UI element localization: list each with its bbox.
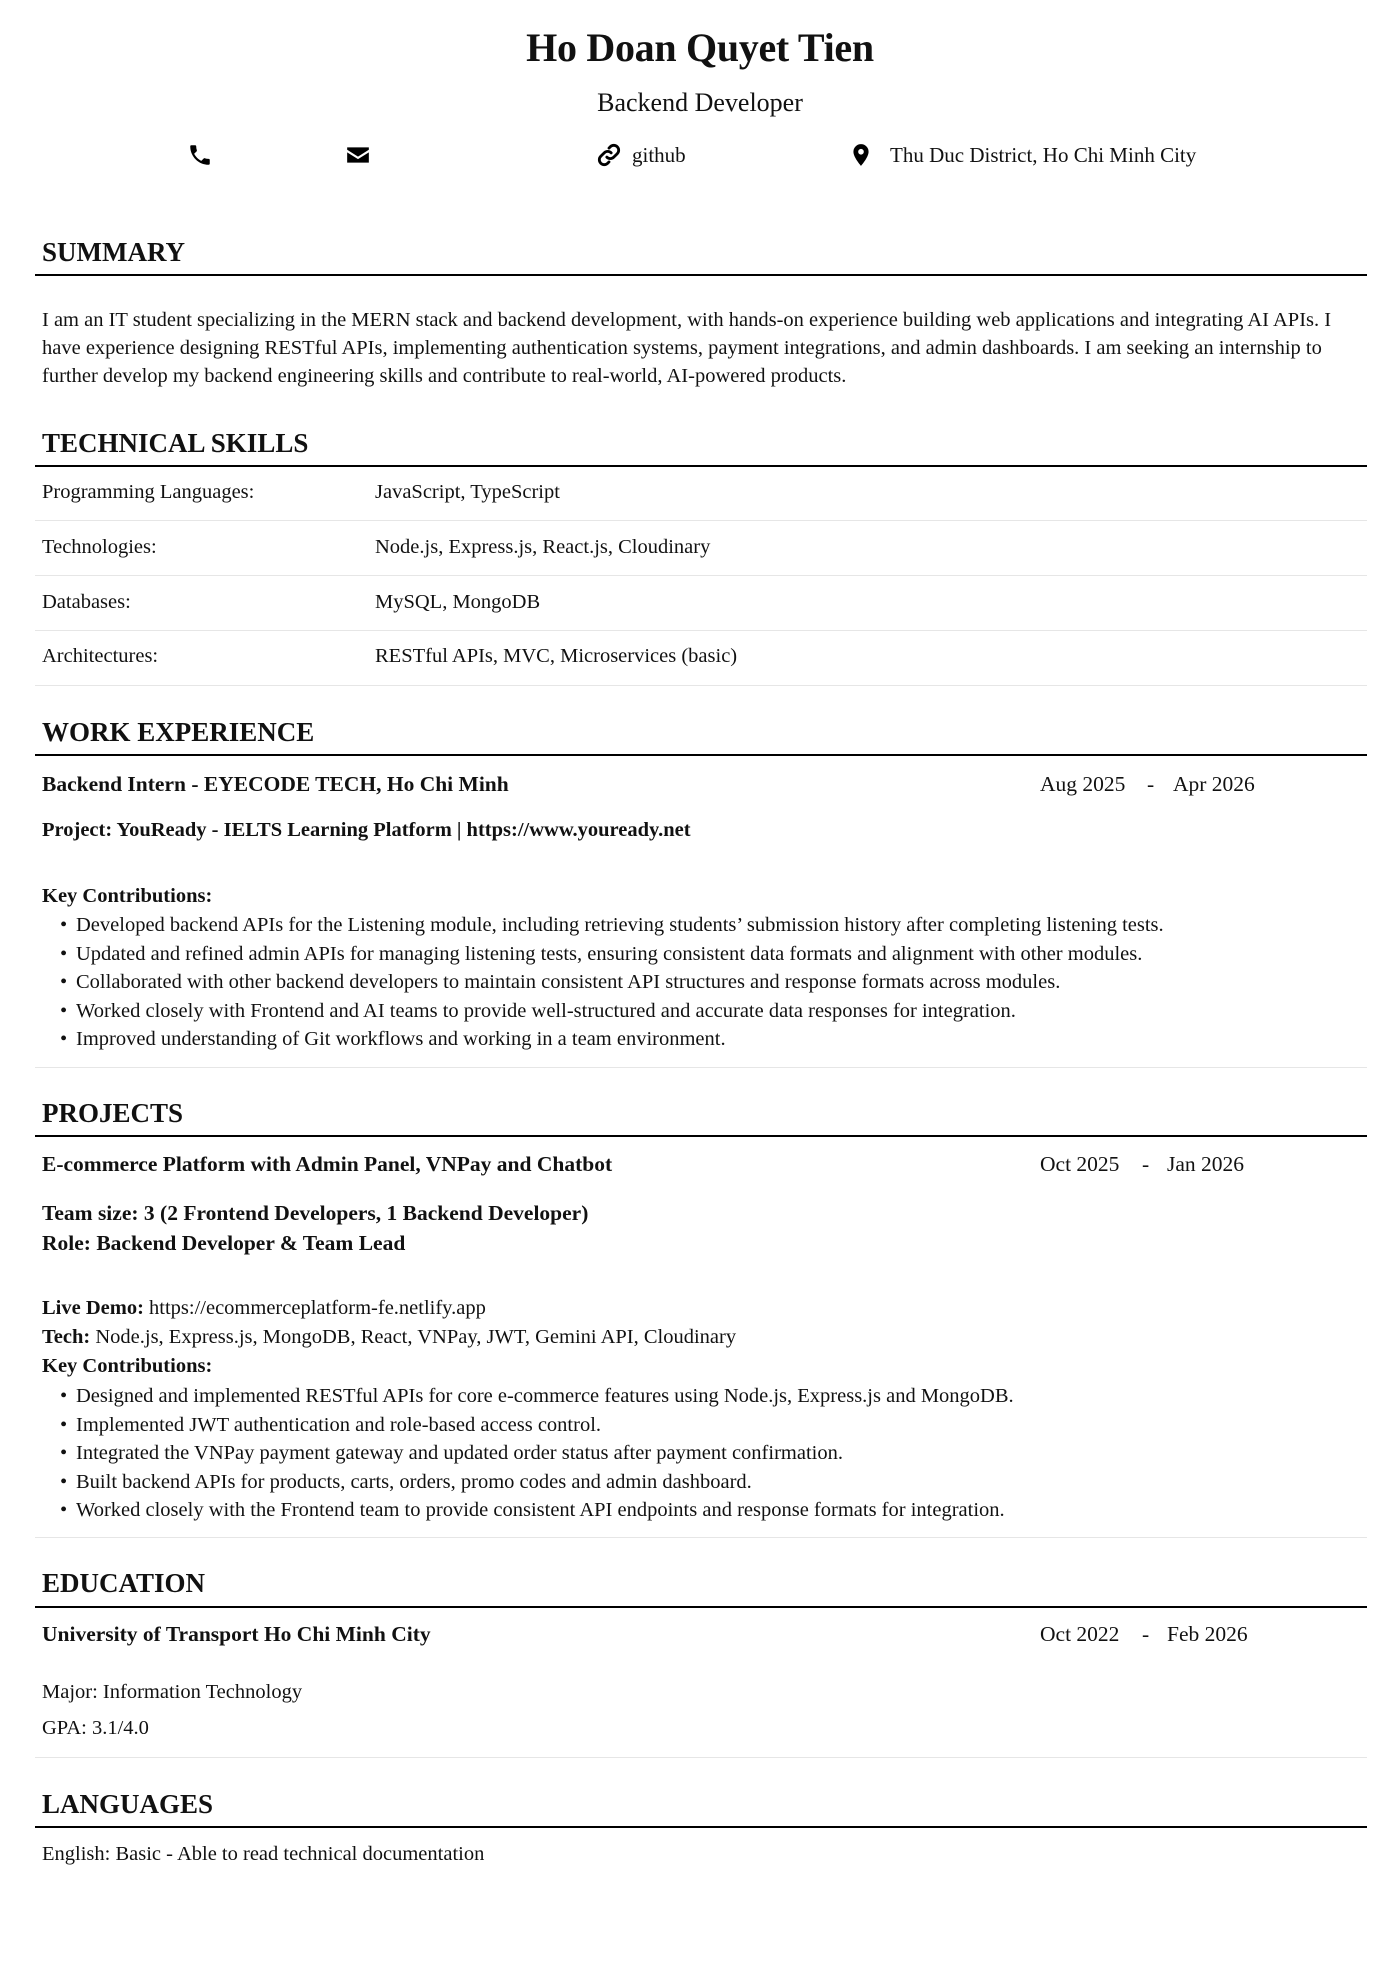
date-start: Aug 2025 bbox=[1040, 772, 1126, 796]
project-line: Project: YouReady - IELTS Learning Platform | https://www.youready.net bbox=[42, 819, 691, 841]
summary-text: I am an IT student specializing in the MERN stack and backend development, with hands-on experience building web applications and integrating AI APIs. I have experience designing RESTful APIs, implementing authentication systems, payment integrations, and admin dashboards. I am seeking an internship to further develop my backend engineering skills and contribute to real-world, AI-powered products. bbox=[42, 309, 1332, 387]
list-item: • Built backend APIs for products, carts, orders, promo codes and admin dashboard. bbox=[60, 1468, 1360, 1497]
envelope-icon bbox=[345, 142, 371, 168]
list-item: • Worked closely with the Frontend team to provide consistent API endpoints and response formats for integration. bbox=[60, 1496, 1360, 1525]
skill-label: Programming Languages: bbox=[42, 481, 255, 503]
list-item: • Improved understanding of Git workflows and working in a team environment. bbox=[60, 1025, 1360, 1054]
phone-icon bbox=[187, 142, 213, 168]
section-title-experience: WORK EXPERIENCE bbox=[42, 717, 315, 747]
row-divider bbox=[35, 1757, 1367, 1758]
section-title-summary: SUMMARY bbox=[42, 237, 186, 267]
date-end: Jan 2026 bbox=[1167, 1152, 1245, 1176]
gpa: GPA: 3.1/4.0 bbox=[42, 1717, 149, 1739]
date-separator: - bbox=[1147, 772, 1155, 796]
section-title-skills: TECHNICAL SKILLS bbox=[42, 428, 309, 458]
section-divider bbox=[35, 754, 1367, 756]
candidate-name: Ho Doan Quyet Tien bbox=[526, 25, 874, 70]
skill-label: Architectures: bbox=[42, 645, 159, 667]
skill-value: JavaScript, TypeScript bbox=[375, 481, 560, 503]
date-start: Oct 2025 bbox=[1040, 1152, 1120, 1176]
job-title: Backend Intern - EYECODE TECH, Ho Chi Minh bbox=[42, 772, 509, 796]
contributions-label: Key Contributions: bbox=[42, 885, 213, 907]
list-item: • Implemented JWT authentication and role-based access control. bbox=[60, 1411, 1360, 1440]
list-item: • Integrated the VNPay payment gateway and updated order status after payment confirmation. bbox=[60, 1439, 1360, 1468]
row-divider bbox=[35, 685, 1367, 686]
section-divider bbox=[35, 1135, 1367, 1137]
section-divider bbox=[35, 465, 1367, 467]
list-item: • Designed and implemented RESTful APIs for core e-commerce features using Node.js, Express.js and MongoDB. bbox=[60, 1382, 1360, 1411]
section-title-languages: LANGUAGES bbox=[42, 1789, 214, 1819]
row-divider bbox=[35, 1067, 1367, 1068]
skill-value: Node.js, Express.js, React.js, Cloudinary bbox=[375, 536, 711, 558]
section-title-projects: PROJECTS bbox=[42, 1098, 184, 1128]
row-divider bbox=[35, 630, 1367, 631]
skill-label: Databases: bbox=[42, 591, 131, 613]
skill-label: Technologies: bbox=[42, 536, 157, 558]
date-separator: - bbox=[1142, 1622, 1150, 1646]
section-title-education: EDUCATION bbox=[42, 1568, 206, 1598]
tech-label: Tech: bbox=[42, 1326, 91, 1348]
contributions-label: Key Contributions: bbox=[42, 1355, 213, 1377]
project-role: Role: Backend Developer & Team Lead bbox=[42, 1231, 406, 1255]
list-item: • Updated and refined admin APIs for managing listening tests, ensuring consistent data formats and alignment with other modules. bbox=[60, 940, 1360, 969]
team-size: Team size: 3 (2 Frontend Developers, 1 Backend Developer) bbox=[42, 1201, 589, 1225]
map-pin-icon bbox=[848, 142, 874, 168]
row-divider bbox=[35, 575, 1367, 576]
section-divider bbox=[35, 1826, 1367, 1828]
school-name: University of Transport Ho Chi Minh City bbox=[42, 1622, 431, 1646]
contact-github[interactable] bbox=[596, 138, 686, 172]
language-english: English: Basic - Able to read technical documentation bbox=[42, 1843, 485, 1865]
list-item: • Collaborated with other backend developers to maintain consistent API structures and response formats across modules. bbox=[60, 968, 1360, 997]
section-divider bbox=[35, 1606, 1367, 1608]
date-start: Oct 2022 bbox=[1040, 1622, 1120, 1646]
list-item: • Developed backend APIs for the Listening module, including retrieving students’ submission history after completing listening tests. bbox=[60, 911, 1360, 940]
list-item: • Worked closely with Frontend and AI teams to provide well-structured and accurate data responses for integration. bbox=[60, 997, 1360, 1026]
project-bullets bbox=[60, 1382, 1360, 1525]
github-link-label[interactable]: github bbox=[632, 142, 686, 167]
tech-line bbox=[42, 1326, 736, 1349]
tech-value: Node.js, Express.js, MongoDB, React, VNPay, JWT, Gemini API, Cloudinary bbox=[90, 1326, 737, 1348]
live-demo-line bbox=[42, 1297, 486, 1320]
contact-email[interactable] bbox=[345, 138, 371, 172]
row-divider bbox=[35, 520, 1367, 521]
date-end: Apr 2026 bbox=[1173, 772, 1255, 796]
contact-location bbox=[848, 138, 1196, 172]
skill-value: MySQL, MongoDB bbox=[375, 591, 541, 613]
date-end: Feb 2026 bbox=[1167, 1622, 1248, 1646]
experience-bullets bbox=[60, 911, 1360, 1054]
location-label: Thu Duc District, Ho Chi Minh City bbox=[890, 142, 1197, 167]
candidate-role: Backend Developer bbox=[597, 88, 803, 117]
contact-bar bbox=[0, 138, 1400, 172]
link-icon bbox=[596, 142, 622, 168]
row-divider bbox=[35, 1537, 1367, 1538]
contact-phone[interactable] bbox=[187, 138, 213, 172]
live-demo-label: Live Demo: bbox=[42, 1297, 144, 1319]
date-separator: - bbox=[1142, 1152, 1150, 1176]
project-title: E-commerce Platform with Admin Panel, VNPay and Chatbot bbox=[42, 1152, 613, 1176]
section-divider bbox=[35, 274, 1367, 276]
major: Major: Information Technology bbox=[42, 1681, 303, 1703]
skill-value: RESTful APIs, MVC, Microservices (basic) bbox=[375, 645, 738, 667]
live-demo-link[interactable]: https://ecommerceplatform-fe.netlify.app bbox=[143, 1297, 486, 1319]
